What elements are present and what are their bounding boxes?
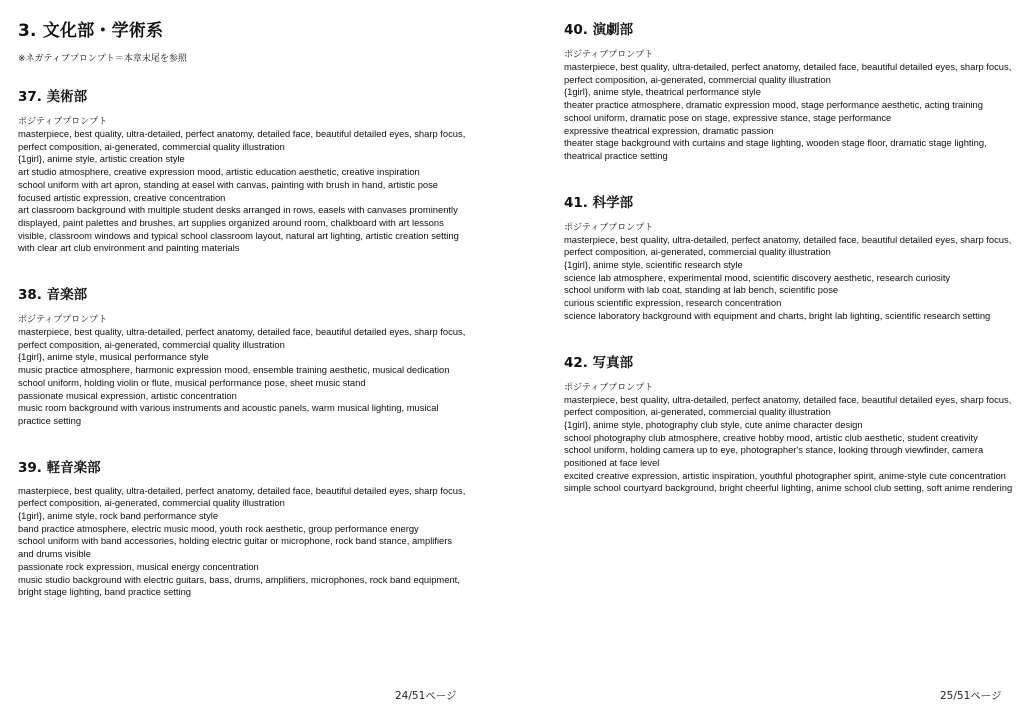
prompt-line: simple school courtyard background, bright cheerful lighting, anime school club setting, soft anime rendering <box>564 482 1013 494</box>
section-title: 41. 科学部 <box>564 194 634 211</box>
section-title: 39. 軽音楽部 <box>18 459 101 476</box>
prompt-lines <box>18 128 468 255</box>
prompt-line: band practice atmosphere, electric music mood, youth rock aesthetic, group performance energy <box>18 522 419 534</box>
section-title: 37. 美術部 <box>18 89 88 105</box>
prompt-line: school uniform, dramatic pose on stage, expressive stance, stage performance <box>564 111 892 123</box>
page-number: 25/51ページ <box>940 690 1002 702</box>
prompt-line: excited creative expression, artistic inspiration, youthful photographer spirit, anime-style cute concentration <box>564 469 1006 481</box>
prompt-line: passionate musical expression, artistic concentration <box>18 389 237 401</box>
prompt-line: school uniform with band accessories, holding electric guitar or microphone, rock band stance, amplifiers and drums visible <box>18 535 453 560</box>
positive-prompt-label: ポジティブプロンプト <box>564 50 654 60</box>
prompt-line: passionate rock expression, musical energy concentration <box>18 560 259 572</box>
prompt-lines <box>18 485 468 599</box>
prompt-line: school photography club atmosphere, creative hobby mood, artistic club aesthetic, student creativity <box>564 431 978 443</box>
section-music-club <box>18 283 468 428</box>
prompt-line: art studio atmosphere, creative expression mood, artistic education aesthetic, creative inspiration <box>18 166 420 178</box>
section-science-club <box>564 191 1014 323</box>
prompt-line: masterpiece, best quality, ultra-detailed, perfect anatomy, detailed face, beautiful detailed eyes, sharp focus, perfect composition, ai-generated, commercial quality illustration <box>18 484 466 509</box>
right-page-content <box>564 16 1014 523</box>
prompt-line: {1girl}, anime style, photography club style, cute anime character design <box>564 418 863 430</box>
prompt-line: {1girl}, anime style, artistic creation style <box>18 153 185 165</box>
right-page <box>512 0 1024 712</box>
negative-prompt-note: ※ネガティブプロンプト＝本章末尾を参照 <box>18 54 187 64</box>
section-photography-club <box>564 351 1014 496</box>
positive-prompt-label: ポジティブプロンプト <box>18 117 108 127</box>
prompt-line: music room background with various instruments and acoustic panels, warm musical lighting, musical practice setting <box>18 402 439 426</box>
prompt-line: theater practice atmosphere, dramatic expression mood, stage performance aesthetic, acting training <box>564 99 983 111</box>
prompt-line: expressive theatrical expression, dramatic passion <box>564 124 774 136</box>
prompt-line: school uniform, holding camera up to eye, photographer's stance, looking through viewfinder, camera positioned at face level <box>564 444 984 469</box>
prompt-line: {1girl}, anime style, theatrical performance style <box>564 86 761 98</box>
section-light-music-club <box>18 456 468 599</box>
prompt-lines <box>564 394 1014 496</box>
prompt-line: focused artistic expression, creative concentration <box>18 191 226 203</box>
prompt-line: music studio background with electric guitars, bass, drums, amplifiers, microphones, rock band equipment, bright stage lighting, band practice setting <box>18 573 460 598</box>
prompt-line: theater stage background with curtains and stage lighting, wooden stage floor, dramatic stage lighting, theatrical practice setting <box>564 137 987 161</box>
chapter-title: 3. 文化部・学術系 <box>18 21 164 41</box>
prompt-line: science laboratory background with equipment and charts, bright lab lighting, scientific research setting <box>564 309 991 321</box>
page-number: 24/51ページ <box>395 690 457 702</box>
left-page-content <box>18 16 468 627</box>
prompt-line: art classroom background with multiple student desks arranged in rows, easels with canvases prominently displayed, paint palettes and brushes, art supplies organized around room, chalkboard with art lessons visible, classroom windows and typical school classroom layout, natural art lighting, artistic creation setting with clear art club environment and painting materials <box>18 204 459 254</box>
prompt-lines <box>564 61 1014 163</box>
prompt-line: school uniform, holding violin or flute, musical performance pose, sheet music stand <box>18 376 366 388</box>
prompt-lines <box>564 234 1014 323</box>
section-art-club <box>18 85 468 255</box>
section-drama-club <box>564 18 1014 163</box>
section-title: 38. 音楽部 <box>18 287 88 304</box>
section-title: 42. 写真部 <box>564 354 634 371</box>
prompt-line: masterpiece, best quality, ultra-detailed, perfect anatomy, detailed face, beautiful detailed eyes, sharp focus, perfect composition, ai-generated, commercial quality illustration <box>564 61 1012 85</box>
prompt-line: masterpiece, best quality, ultra-detailed, perfect anatomy, detailed face, beautiful detailed eyes, sharp focus, perfect composition, ai-generated, commercial quality illustration <box>564 233 1012 258</box>
positive-prompt-label: ポジティブプロンプト <box>564 382 654 393</box>
prompt-lines <box>18 326 468 428</box>
prompt-line: {1girl}, anime style, musical performance style <box>18 351 209 363</box>
prompt-line: masterpiece, best quality, ultra-detailed, perfect anatomy, detailed face, beautiful detailed eyes, sharp focus, perfect composition, ai-generated, commercial quality illustration <box>18 128 466 152</box>
positive-prompt-label: ポジティブプロンプト <box>564 222 654 233</box>
positive-prompt-label: ポジティブプロンプト <box>18 315 108 326</box>
prompt-line: school uniform with art apron, standing at easel with canvas, painting with brush in hand, artistic pose <box>18 178 439 190</box>
prompt-line: masterpiece, best quality, ultra-detailed, perfect anatomy, detailed face, beautiful detailed eyes, sharp focus, perfect composition, ai-generated, commercial quality illustration <box>18 326 466 350</box>
prompt-line: {1girl}, anime style, scientific research style <box>564 259 743 271</box>
prompt-line: curious scientific expression, research concentration <box>564 297 782 309</box>
prompt-line: science lab atmosphere, experimental mood, scientific discovery aesthetic, research curiosity <box>564 271 951 283</box>
prompt-line: school uniform with lab coat, standing at lab bench, scientific pose <box>564 284 839 296</box>
prompt-line: {1girl}, anime style, rock band performance style <box>18 510 219 522</box>
prompt-line: masterpiece, best quality, ultra-detailed, perfect anatomy, detailed face, beautiful detailed eyes, sharp focus, perfect composition, ai-generated, commercial quality illustration <box>564 393 1012 418</box>
section-title: 40. 演劇部 <box>564 22 634 38</box>
prompt-line: music practice atmosphere, harmonic expression mood, ensemble training aesthetic, musical dedication <box>18 364 450 376</box>
